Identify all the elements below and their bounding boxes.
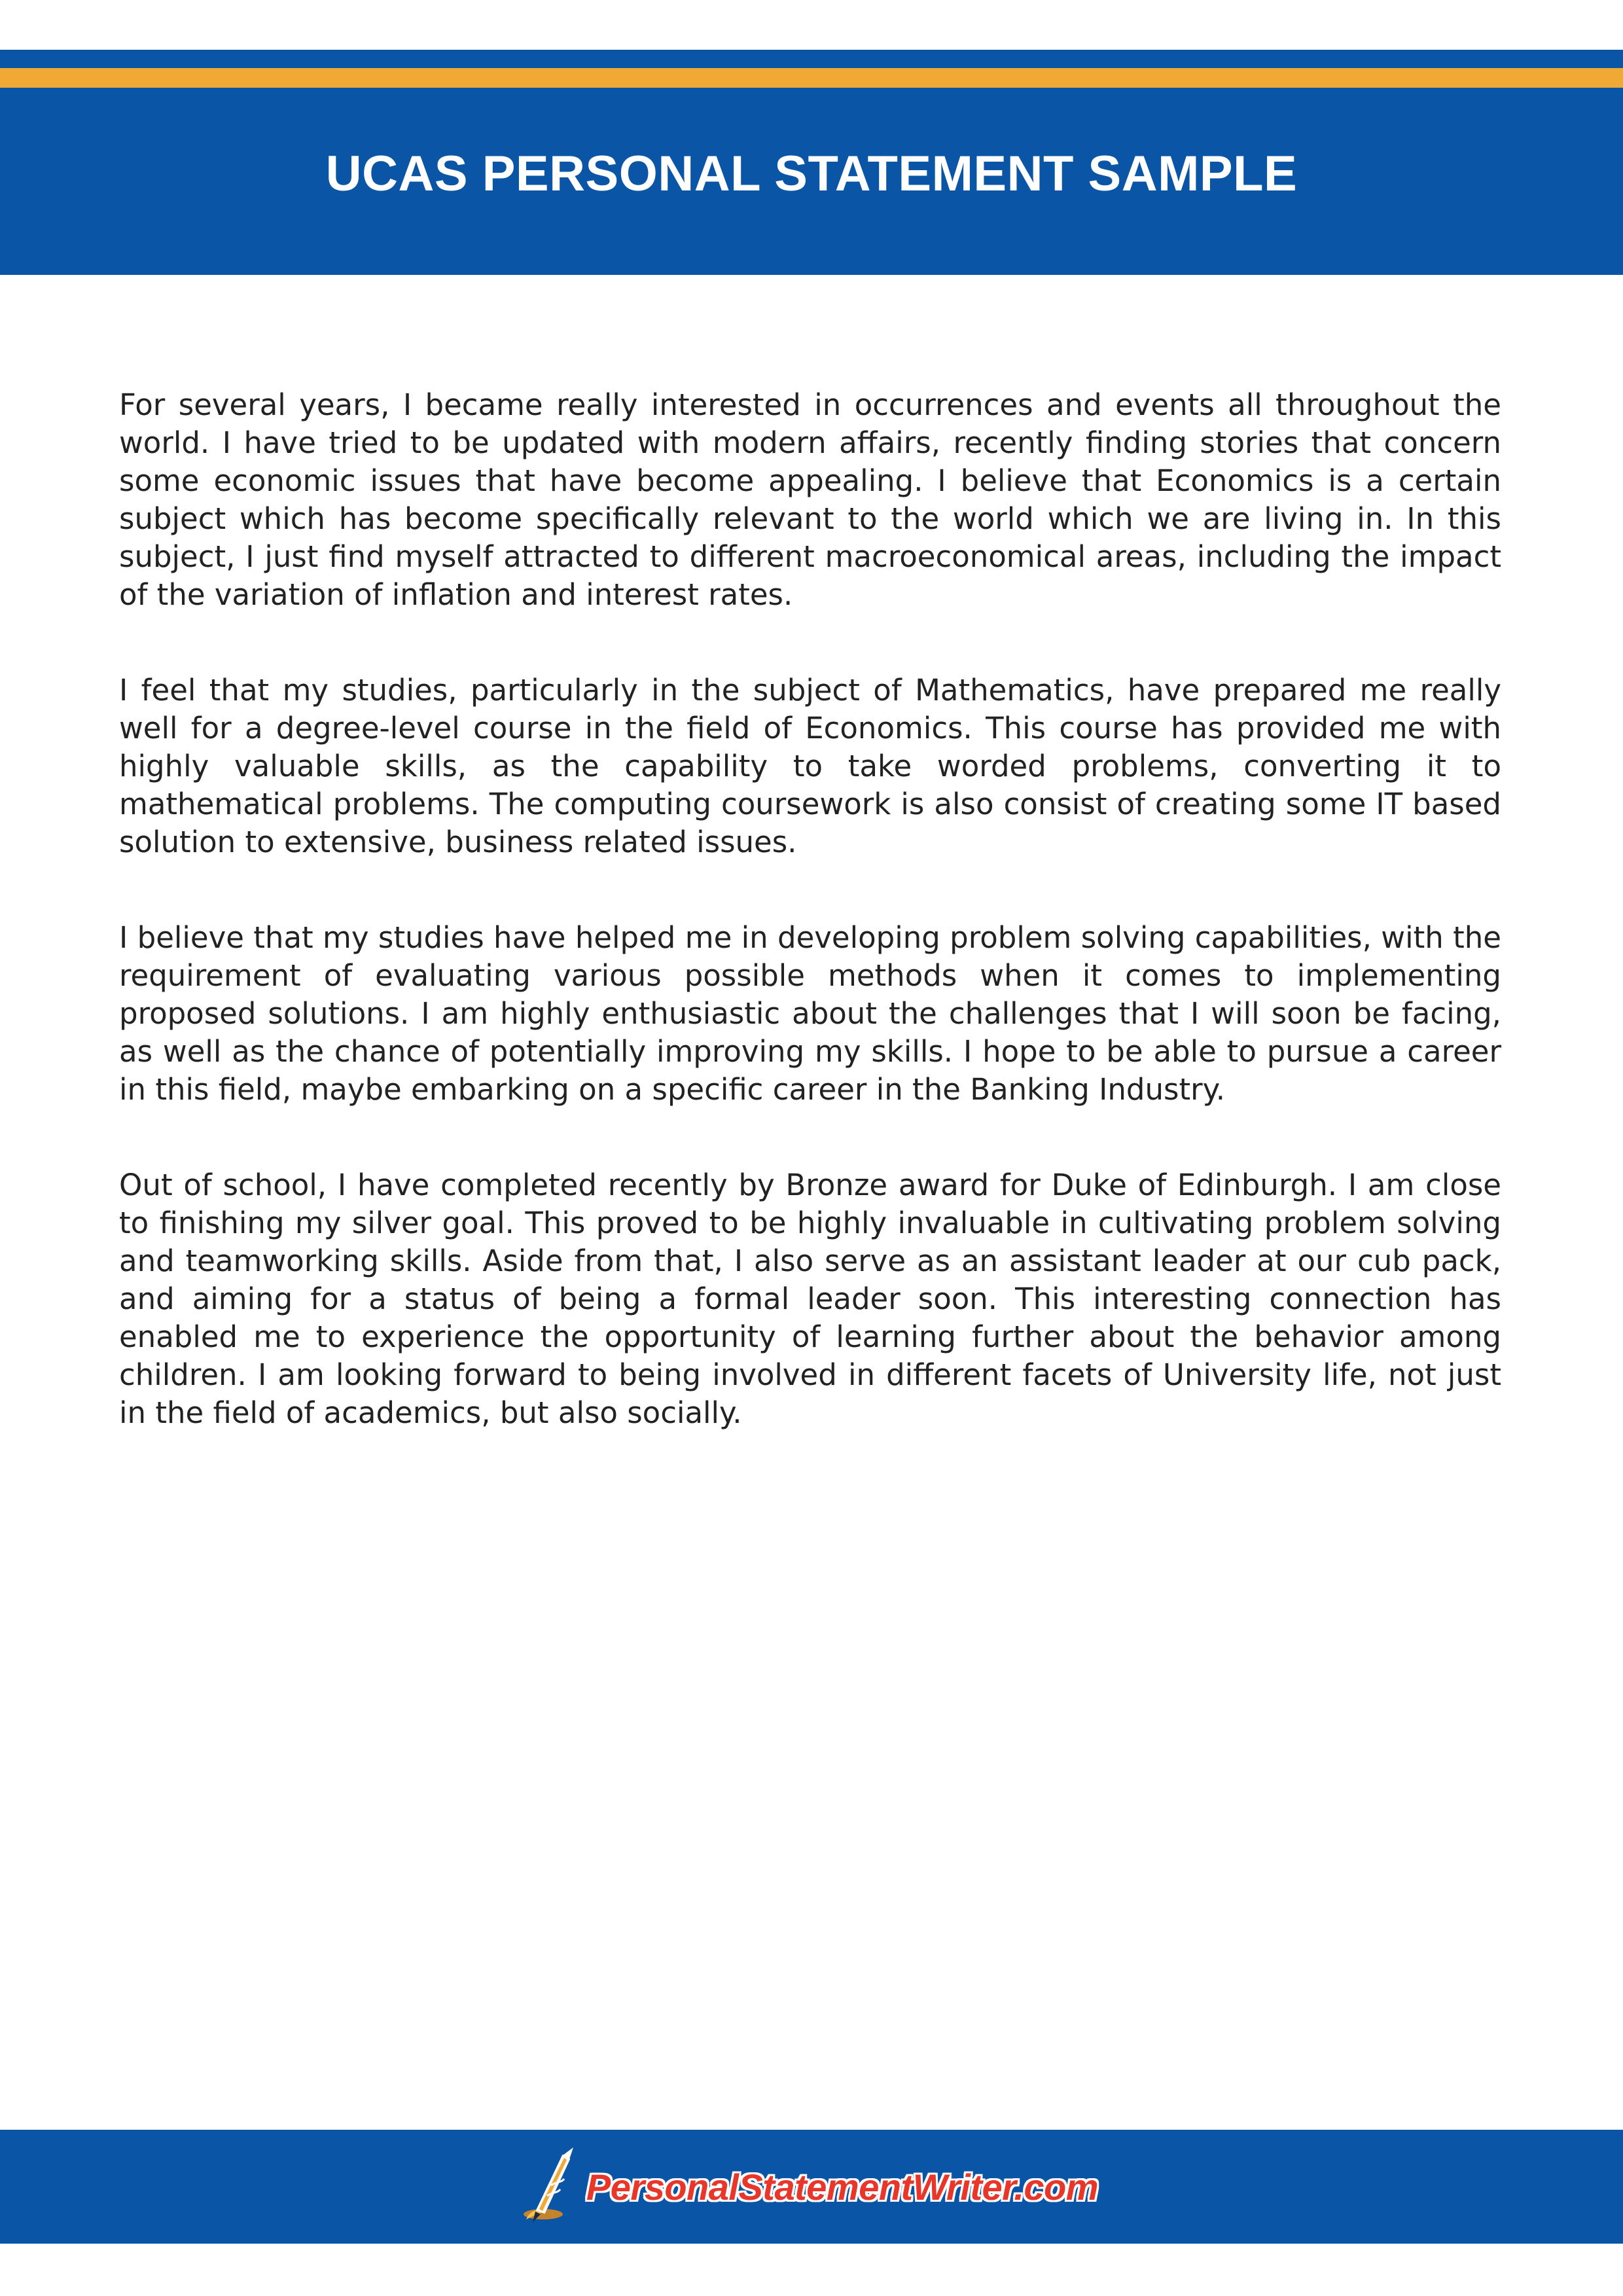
logo-text: PersonalStatementWriter.com	[586, 2166, 1099, 2208]
page-title: UCAS PERSONAL STATEMENT SAMPLE	[325, 145, 1298, 202]
paragraph-1: For several years, I became really interested in occurrences and events all throughout the world. I have tried to be updated with modern affairs, recently finding stories that concern some economic issues that have become appealing. I believe that Economics is a certain subject which has become specifically relevant to the world which we are living in. In this subject, I just find myself attracted to different macroeconomical areas, including the impact of the variation of inflation and interest rates.	[119, 387, 1501, 612]
header-banner	[0, 88, 1623, 275]
paragraph-3: I believe that my studies have helped me in developing problem solving capabilities, with the requirement of evaluating various possible methods when it comes to implementing proposed solutions. I am highly enthusiastic about the challenges that I will soon be facing, as well as the chance of potentially improving my skills. I hope to be able to pursue a career in this field, maybe embarking on a specific career in the Banking Industry.	[119, 920, 1501, 1107]
footer-banner	[0, 2130, 1623, 2244]
paragraph-4: Out of school, I have completed recently by Bronze award for Duke of Edinburgh. I am close to finishing my silver goal. This proved to be highly invaluable in cultivating problem solving and teamworking skills. Aside from that, I also serve as an assistant leader at our cub pack, and aiming for a status of being a formal leader soon. This interesting connection has enabled me to experience the opportunity of learning further about the behavior among children. I am looking forward to being involved in different facets of University life, not just in the field of academics, but also socially.	[119, 1168, 1501, 1430]
quill-pen-icon	[517, 2146, 577, 2227]
top-orange-strip	[0, 68, 1623, 88]
statement-body	[119, 386, 1501, 1490]
paragraph-2: I feel that my studies, particularly in the subject of Mathematics, have prepared me really well for a degree-level course in the field of Economics. This course has provided me with highly valuable skills, as the capability to take worded problems, converting it to mathematical problems. The computing coursework is also consist of creating some IT based solution to extensive, business related issues.	[119, 673, 1501, 859]
top-blue-strip	[0, 50, 1623, 68]
site-logo[interactable]	[517, 2146, 1098, 2227]
